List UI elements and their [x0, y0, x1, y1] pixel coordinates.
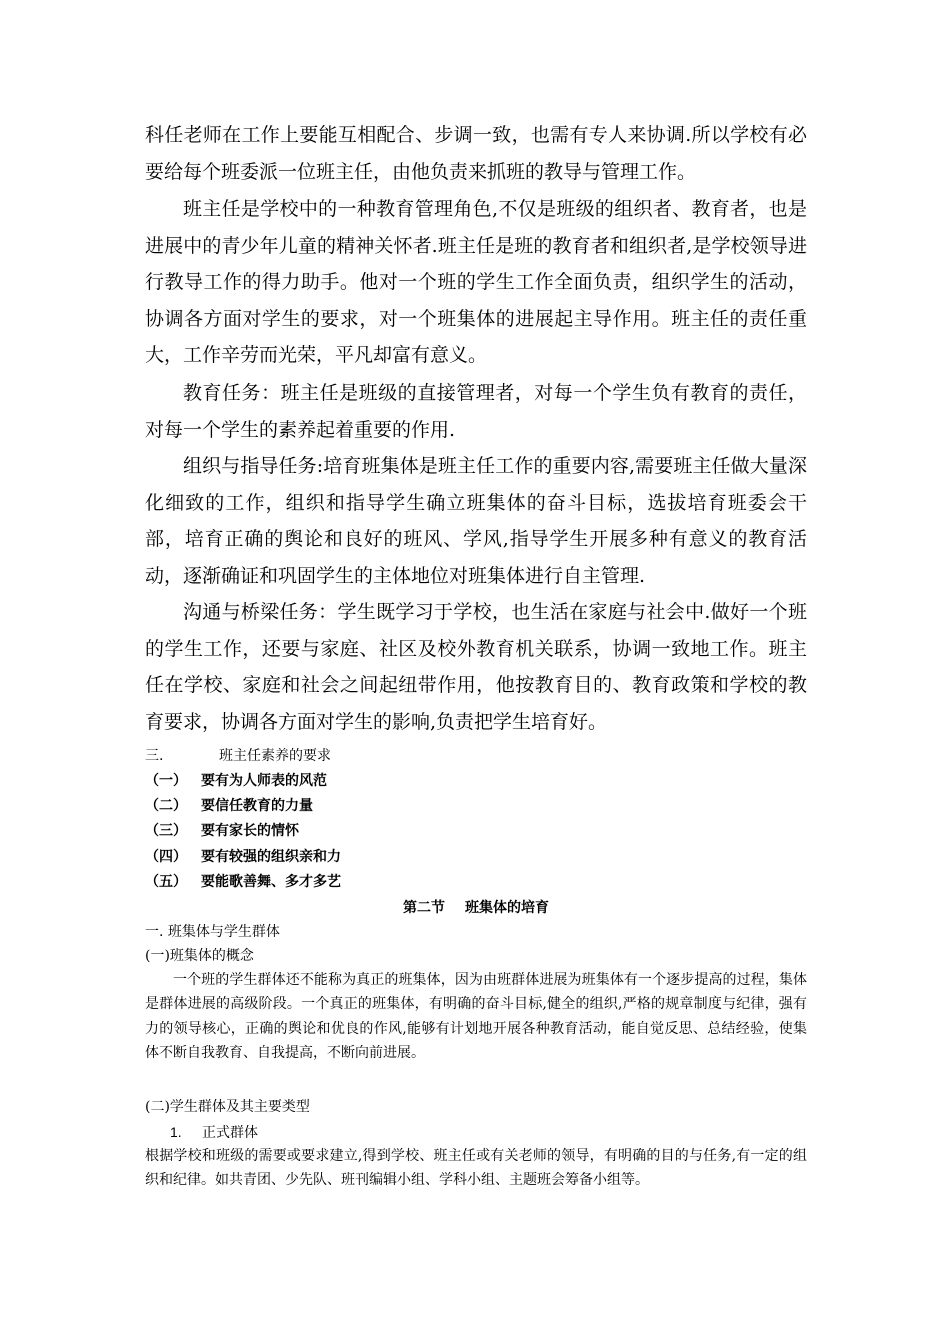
- paragraph-2: 班主任是学校中的一种教育管理角色,不仅是班级的组织者、教育者，也是进展中的青少年儿童的精神关怀者.班主任是班的教育者和组织者,是学校领导进行教导工作的得力助手。他对一个班的学生工作全面负责，组织学生的活动，协调各方面对学生的要求，对一个班集体的进展起主导作用。班主任的责任重大，工作辛劳而光荣，平凡却富有意义。: [145, 198, 807, 366]
- section-3-number: 三.: [145, 748, 164, 764]
- list-item-1: [170, 1120, 258, 1145]
- chapter-heading: [145, 896, 807, 920]
- requirement-number: （三）: [145, 823, 187, 839]
- paragraph-1: 科任老师在工作上要能互相配合、步调一致，也需有专人来协调.所以学校有必要给每个班委派一位班主任，由他负责来抓班的教导与管理工作。: [145, 124, 807, 183]
- requirement-text: 要有家长的情怀: [201, 823, 299, 839]
- requirement-4: [145, 845, 341, 869]
- paragraph-7: 根据学校和班级的需要或要求建立,得到学校、班主任或有关老师的领导，有明确的目的与任务,有一定的组织和纪律。如共青团、少先队、班刊编辑小组、学科小组、主题班会筹备小组等。: [145, 1148, 807, 1189]
- heading-1: 一. 班集体与学生群体: [145, 924, 280, 940]
- paragraph-4: 组织与指导任务:培育班集体是班主任工作的重要内容,需要班主任做大量深化细致的工作，组织和指导学生确立班集体的奋斗目标，选拔培育班委会干部，培育正确的舆论和良好的班风、学风,指导学生开展多种有意义的教育活动，逐渐确证和巩固学生的主体地位对班集体进行自主管理.: [145, 455, 807, 587]
- requirement-5: [145, 870, 341, 894]
- requirement-1: [145, 769, 327, 793]
- paragraph-5: 沟通与桥梁任务：学生既学习于学校，也生活在家庭与社会中.做好一个班的学生工作，还要与家庭、社区及校外教育机关联系，协调一致地工作。班主任在学校、家庭和社会之间起纽带作用，他按教育目的、教育政策和学校的教育要求，协调各方面对学生的影响,负责把学生培育好。: [145, 601, 807, 733]
- chapter-title: 班集体的培育: [465, 900, 549, 916]
- requirement-text: 要信任教育的力量: [201, 798, 313, 814]
- list-text: 正式群体: [202, 1125, 258, 1141]
- heading-2: (一)班集体的概念: [145, 948, 254, 964]
- requirement-number: （四）: [145, 849, 187, 865]
- requirement-2: [145, 794, 313, 818]
- paragraph-6: 一个班的学生群体还不能称为真正的班集体，因为由班群体进展为班集体有一个逐步提高的过程，集体是群体进展的高级阶段。一个真正的班集体，有明确的奋斗目标,健全的组织,严格的规章制度与纪律，强有力的领导核心，正确的舆论和优良的作风,能够有计划地开展各种教育活动，能自觉反思、总结经验，使集体不断自我教育、自我提高，不断向前进展。: [145, 972, 807, 1062]
- heading-3: (二)学生群体及其主要类型: [145, 1099, 310, 1115]
- list-number: 1.: [170, 1124, 182, 1140]
- requirement-number: （二）: [145, 798, 187, 814]
- section-3-title: 班主任素养的要求: [219, 748, 331, 764]
- requirement-number: （五）: [145, 874, 187, 890]
- requirement-text: 要能歌善舞、多才多艺: [201, 874, 341, 890]
- requirement-text: 要有为人师表的风范: [201, 773, 327, 789]
- requirement-3: [145, 819, 299, 843]
- requirement-number: （一）: [145, 773, 187, 789]
- requirement-text: 要有较强的组织亲和力: [201, 849, 341, 865]
- paragraph-3: 教育任务：班主任是班级的直接管理者，对每一个学生负有教育的责任，对每一个学生的素养起着重要的作用.: [145, 382, 807, 441]
- section-3-heading: [145, 744, 331, 768]
- chapter-number: 第二节: [403, 900, 445, 916]
